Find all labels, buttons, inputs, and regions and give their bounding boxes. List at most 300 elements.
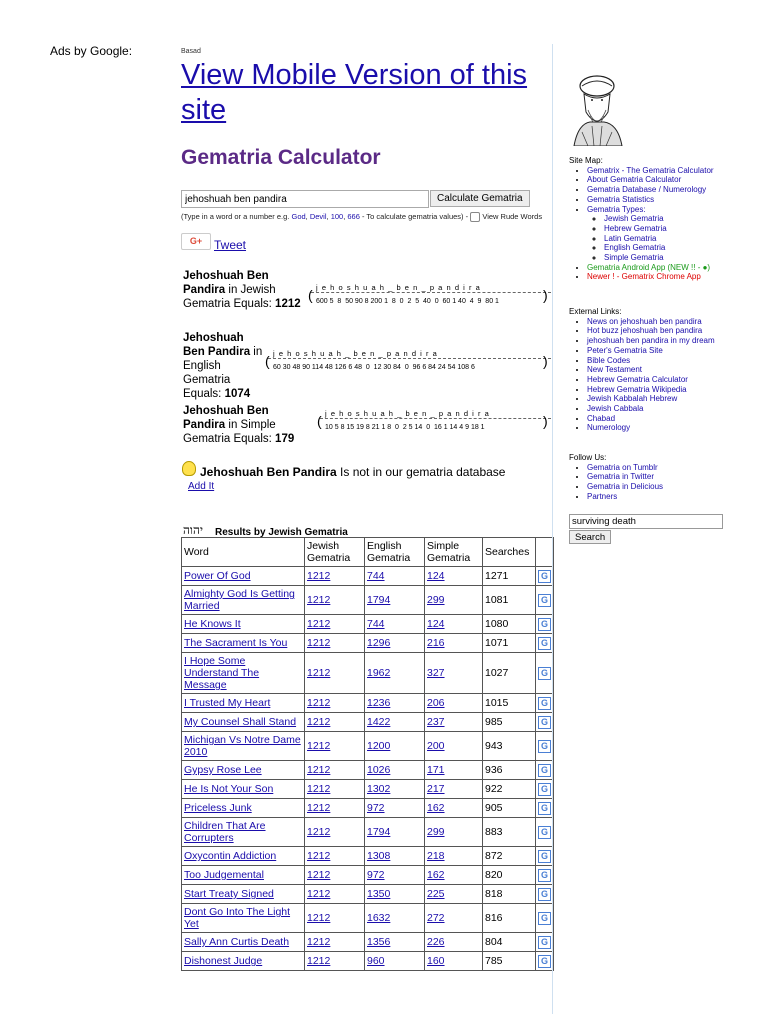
jewish-breakdown: ( j e h o s h u a h _ b e n _ p a n d i r a 600 5 8 50 90 8 200 1 8 0 2 5 40 0 60 1 40 4 9 80 1 ): [311, 283, 551, 305]
google-cell: [536, 634, 554, 653]
table-cell: [182, 567, 305, 586]
searches-count: 1081: [483, 586, 536, 615]
google-search-icon[interactable]: G: [538, 888, 551, 901]
table-row: [182, 847, 554, 866]
rude-words-checkbox[interactable]: [470, 212, 480, 222]
word-link[interactable]: Michigan Vs Notre Dame 2010: [184, 734, 301, 758]
simple-value-link[interactable]: 299: [427, 594, 445, 606]
table-row: [182, 780, 554, 799]
table-cell: [365, 586, 425, 615]
header-searches: Searches: [483, 538, 536, 567]
table-cell: [365, 818, 425, 847]
table-row: [182, 713, 554, 732]
google-cell: [536, 567, 554, 586]
table-cell: [425, 818, 483, 847]
external-link-item[interactable]: [587, 356, 754, 366]
jewish-value-link[interactable]: 1212: [307, 826, 331, 838]
searches-count: 1271: [483, 567, 536, 586]
table-cell: [425, 694, 483, 713]
table-cell: [365, 713, 425, 732]
table-cell: [365, 904, 425, 933]
simple-value-link[interactable]: 162: [427, 802, 445, 814]
table-row: [182, 586, 554, 615]
table-cell: [182, 615, 305, 634]
table-cell: [365, 847, 425, 866]
mobile-version-link[interactable]: View Mobile Version of this site: [181, 59, 528, 126]
table-cell: [425, 866, 483, 885]
word-link[interactable]: Start Treaty Signed: [184, 888, 274, 900]
google-search-icon[interactable]: G: [538, 594, 551, 607]
word-link[interactable]: Gypsy Rose Lee: [184, 764, 262, 776]
table-cell: [425, 799, 483, 818]
external-link-item[interactable]: [587, 346, 754, 356]
google-cell: [536, 866, 554, 885]
searches-count: 1080: [483, 615, 536, 634]
google-cell: [536, 847, 554, 866]
table-cell: [365, 567, 425, 586]
simple-value-link[interactable]: 162: [427, 869, 445, 881]
follow-link[interactable]: Gematria in Twitter: [587, 472, 654, 482]
google-search-icon[interactable]: G: [538, 764, 551, 777]
example-666-link[interactable]: 666: [347, 212, 360, 221]
example-100-link[interactable]: 100: [330, 212, 344, 221]
external-link-item[interactable]: [587, 317, 754, 327]
simple-value-link[interactable]: 327: [427, 667, 445, 679]
simple-breakdown: ( j e h o s h u a h _ b e n _ p a n d i r a 10 5 8 15 19 8 21 1 8 0 2 5 14 0 16 1 14 4 9 18 1 ): [320, 409, 551, 431]
table-cell: [305, 586, 365, 615]
header-word: Word: [182, 538, 305, 567]
external-link[interactable]: Peter's Gematria Site: [587, 345, 663, 355]
follow-label: Follow Us:: [569, 453, 607, 462]
type-item[interactable]: ◦ Simple Gematria: [604, 253, 754, 263]
table-cell: [305, 818, 365, 847]
simple-value-link[interactable]: 225: [427, 888, 445, 900]
table-cell: [305, 615, 365, 634]
google-cell: [536, 653, 554, 694]
external-link[interactable]: Hebrew Gematria Wikipedia: [587, 384, 687, 394]
sitemap-item[interactable]: • About Gematria Calculator: [587, 175, 754, 185]
table-cell: [365, 694, 425, 713]
google-search-icon[interactable]: G: [538, 912, 551, 925]
simple-value-link[interactable]: 226: [427, 936, 445, 948]
external-link-item[interactable]: [587, 375, 754, 385]
google-cell: [536, 904, 554, 933]
add-it-link[interactable]: Add It: [188, 481, 215, 492]
english-value-link[interactable]: 972: [367, 869, 385, 881]
page-title: Gematria Calculator: [181, 146, 381, 169]
table-cell: [365, 615, 425, 634]
follow-link[interactable]: Gematria in Delicious: [587, 482, 664, 492]
english-value-link[interactable]: 960: [367, 955, 385, 967]
external-link[interactable]: Bible Codes: [587, 355, 631, 365]
sidebar-search-input[interactable]: [569, 514, 723, 529]
external-link-item[interactable]: [587, 394, 754, 404]
follow-link[interactable]: Partners: [587, 491, 618, 501]
type-item[interactable]: ◦ Hebrew Gematria: [604, 224, 754, 234]
searches-count: 804: [483, 933, 536, 952]
jewish-value-link[interactable]: 1212: [307, 618, 331, 630]
word-link[interactable]: I Hope Some Understand The Message: [184, 655, 260, 691]
jewish-value-link[interactable]: 1212: [307, 869, 331, 881]
table-cell: [305, 799, 365, 818]
google-cell: [536, 586, 554, 615]
ads-label: Ads by Google:: [50, 44, 133, 58]
google-search-icon[interactable]: G: [538, 637, 551, 650]
searches-count: 985: [483, 713, 536, 732]
table-cell: [425, 780, 483, 799]
table-cell: [365, 761, 425, 780]
external-link-item[interactable]: [587, 423, 754, 433]
word-link[interactable]: He Is Not Your Son: [184, 783, 274, 795]
english-value-link[interactable]: 972: [367, 802, 385, 814]
jewish-value-link[interactable]: 1212: [307, 783, 331, 795]
results-header-row: [182, 538, 554, 567]
sitemap-item[interactable]: • Gematria Statistics: [587, 195, 754, 205]
table-cell: [305, 567, 365, 586]
google-search-icon[interactable]: G: [538, 667, 551, 680]
word-link[interactable]: My Counsel Shall Stand: [184, 716, 297, 728]
external-link[interactable]: jehoshuah ben pandira in my dream: [587, 336, 715, 346]
english-breakdown: ( j e h o s h u a h _ b e n _ p a n d i r a 60 30 48 90 114 48 126 6 48 0 12 30 84 0 96 6 84 24 54 108 6 ): [268, 349, 551, 371]
gematria-input[interactable]: [181, 190, 429, 208]
external-link-item[interactable]: [587, 336, 754, 346]
sitemap-label: Site Map:: [569, 156, 603, 165]
google-search-icon[interactable]: G: [538, 955, 551, 968]
calculate-button[interactable]: Calculate Gematria: [430, 190, 530, 207]
table-row: [182, 933, 554, 952]
android-app-item[interactable]: • Gematria Android App (NEW !! - ●): [587, 263, 754, 273]
table-cell: [182, 653, 305, 694]
jewish-value-link[interactable]: 1212: [307, 570, 331, 582]
table-cell: [182, 847, 305, 866]
searches-count: 1027: [483, 653, 536, 694]
jewish-equation: Jehoshuah Ben Pandira in Jewish Gematria Equals: 1212: [183, 270, 301, 310]
jewish-value-link[interactable]: 1212: [307, 667, 331, 679]
table-cell: [365, 780, 425, 799]
sitemap-item[interactable]: • Gematria Types: ◦ Jewish Gematria ◦ Hebrew Gematria ◦ Latin Gematria ◦ English Gematria ◦ Simple Gematria: [587, 205, 754, 263]
table-cell: [182, 904, 305, 933]
sitemap-item[interactable]: • Gematria Database / Numerology: [587, 185, 754, 195]
google-search-icon[interactable]: G: [538, 850, 551, 863]
table-cell: [305, 634, 365, 653]
table-cell: [305, 952, 365, 971]
table-cell: [182, 818, 305, 847]
external-link[interactable]: Hot buzz jehoshuah ben pandira: [587, 326, 703, 336]
table-cell: [365, 634, 425, 653]
sitemap-section: [569, 156, 754, 282]
english-value-link[interactable]: 1236: [367, 697, 391, 709]
not-in-database-text: Jehoshuah Ben Pandira Is not in our gematria database: [200, 465, 506, 479]
simple-value-link[interactable]: 217: [427, 783, 445, 795]
external-link-item[interactable]: [587, 404, 754, 414]
jewish-value-link[interactable]: 1212: [307, 912, 331, 924]
table-cell: [425, 952, 483, 971]
table-cell: [182, 586, 305, 615]
table-cell: [305, 761, 365, 780]
table-cell: [305, 653, 365, 694]
google-cell: [536, 818, 554, 847]
word-link[interactable]: Power Of God: [184, 570, 251, 582]
chrome-app-item[interactable]: • Newer ! - Gematrix Chrome App: [587, 272, 754, 282]
table-cell: [305, 933, 365, 952]
type-item[interactable]: ◦ English Gematria: [604, 243, 754, 253]
searches-count: 936: [483, 761, 536, 780]
word-link[interactable]: The Sacrament Is You: [184, 637, 288, 649]
google-cell: [536, 761, 554, 780]
sitemap-list: [569, 166, 754, 282]
english-value-link[interactable]: 744: [367, 618, 385, 630]
google-search-icon[interactable]: G: [538, 697, 551, 710]
follow-link[interactable]: Gematria on Tumblr: [587, 462, 658, 472]
table-row: [182, 732, 554, 761]
follow-section: [569, 453, 754, 502]
searches-count: 905: [483, 799, 536, 818]
simple-value-link[interactable]: 171: [427, 764, 445, 776]
table-cell: [182, 799, 305, 818]
english-value-link[interactable]: 1308: [367, 850, 391, 862]
table-cell: [365, 866, 425, 885]
english-value-link[interactable]: 1302: [367, 783, 391, 795]
google-search-icon[interactable]: G: [538, 716, 551, 729]
types-list: [587, 214, 754, 263]
english-value-link[interactable]: 744: [367, 570, 385, 582]
header-simple: Simple Gematria: [425, 538, 483, 567]
table-row: [182, 866, 554, 885]
english-value-link[interactable]: 1794: [367, 826, 391, 838]
english-value-link[interactable]: 1632: [367, 912, 391, 924]
word-link[interactable]: Children That Are Corrupters: [184, 820, 266, 844]
google-search-icon[interactable]: G: [538, 570, 551, 583]
external-link[interactable]: News on jehoshuah ben pandira: [587, 316, 702, 326]
table-cell: [365, 933, 425, 952]
table-cell: [305, 732, 365, 761]
table-cell: [425, 713, 483, 732]
google-plus-button[interactable]: G+: [181, 233, 211, 250]
google-search-icon[interactable]: G: [538, 783, 551, 796]
simple-value-link[interactable]: 206: [427, 697, 445, 709]
table-cell: [182, 713, 305, 732]
jewish-value-link[interactable]: 1212: [307, 955, 331, 967]
portrait-image: [568, 72, 626, 146]
simple-value-link[interactable]: 237: [427, 716, 445, 728]
table-row: [182, 761, 554, 780]
english-value-link[interactable]: 1200: [367, 740, 391, 752]
table-cell: [305, 713, 365, 732]
external-link-item[interactable]: [587, 326, 754, 336]
english-value-link[interactable]: 1422: [367, 716, 391, 728]
simple-value-link[interactable]: 299: [427, 826, 445, 838]
google-search-icon[interactable]: G: [538, 740, 551, 753]
table-cell: [305, 780, 365, 799]
english-equation: Jehoshuah Ben Pandira in English Gematria Equals: 1074: [183, 332, 263, 400]
table-row: [182, 799, 554, 818]
results-table: [181, 537, 554, 971]
table-cell: [305, 904, 365, 933]
jewish-value-link[interactable]: 1212: [307, 716, 331, 728]
basad-label: Basad: [181, 48, 201, 55]
table-cell: [182, 694, 305, 713]
google-cell: [536, 885, 554, 904]
jewish-value-link[interactable]: 1212: [307, 936, 331, 948]
simple-value-link[interactable]: 216: [427, 637, 445, 649]
google-cell: [536, 780, 554, 799]
english-value-link[interactable]: 1962: [367, 667, 391, 679]
google-cell: [536, 933, 554, 952]
jewish-value-link[interactable]: 1212: [307, 802, 331, 814]
follow-item[interactable]: [587, 463, 754, 473]
external-link[interactable]: Hebrew Gematria Calculator: [587, 374, 688, 384]
english-value-link[interactable]: 1296: [367, 637, 391, 649]
word-link[interactable]: I Trusted My Heart: [184, 697, 271, 709]
external-link[interactable]: Jewish Cabbala: [587, 404, 644, 414]
english-value-link[interactable]: 1356: [367, 936, 391, 948]
simple-value-link[interactable]: 272: [427, 912, 445, 924]
word-link[interactable]: Oxycontin Addiction: [184, 850, 277, 862]
external-link-item[interactable]: [587, 385, 754, 395]
example-god-link[interactable]: God: [291, 212, 306, 221]
table-row: [182, 885, 554, 904]
hint-text: (Type in a word or a number e.g. God, Devil, 100, 666 - To calculate gematria values) - View Rude Words: [181, 212, 543, 221]
google-search-icon[interactable]: G: [538, 618, 551, 631]
follow-item[interactable]: [587, 472, 754, 482]
rude-words-label: View Rude Words: [482, 212, 543, 221]
word-link[interactable]: Too Judgemental: [184, 869, 264, 881]
english-value-link[interactable]: 1350: [367, 888, 391, 900]
table-cell: [425, 615, 483, 634]
simple-value-link[interactable]: 160: [427, 955, 445, 967]
searches-count: 818: [483, 885, 536, 904]
word-link[interactable]: Dishonest Judge: [184, 955, 263, 967]
searches-count: 872: [483, 847, 536, 866]
table-cell: [425, 732, 483, 761]
word-link[interactable]: Dont Go Into The Light Yet: [184, 906, 291, 930]
external-link[interactable]: New Testament: [587, 365, 642, 375]
table-cell: [305, 694, 365, 713]
table-row: [182, 567, 554, 586]
external-link-item[interactable]: [587, 365, 754, 375]
table-cell: [425, 847, 483, 866]
type-item[interactable]: ◦ Latin Gematria: [604, 234, 754, 244]
sidebar-search-button[interactable]: Search: [569, 530, 611, 544]
table-cell: [182, 866, 305, 885]
searches-count: 816: [483, 904, 536, 933]
word-link[interactable]: He Knows It: [184, 618, 241, 630]
simple-value-link[interactable]: 124: [427, 570, 445, 582]
english-value-link[interactable]: 1794: [367, 594, 391, 606]
column-divider: [552, 44, 553, 1014]
table-cell: [182, 885, 305, 904]
external-link-item[interactable]: [587, 414, 754, 424]
table-row: [182, 952, 554, 971]
table-row: [182, 904, 554, 933]
table-cell: [365, 732, 425, 761]
word-link[interactable]: Sally Ann Curtis Death: [184, 936, 290, 948]
table-cell: [365, 653, 425, 694]
external-link[interactable]: Numerology: [587, 423, 631, 433]
simple-value-link[interactable]: 124: [427, 618, 445, 630]
header-english: English Gematria: [365, 538, 425, 567]
search-row: [181, 190, 551, 208]
example-devil-link[interactable]: Devil: [309, 212, 327, 221]
google-search-icon[interactable]: G: [538, 802, 551, 815]
external-links-label: External Links:: [569, 307, 622, 316]
table-cell: [365, 799, 425, 818]
table-cell: [425, 885, 483, 904]
google-search-icon[interactable]: G: [538, 936, 551, 949]
word-link[interactable]: Priceless Junk: [184, 802, 252, 814]
sitemap-item[interactable]: • Gematrix - The Gematria Calculator: [587, 166, 754, 176]
jewish-value-link[interactable]: 1212: [307, 637, 331, 649]
jewish-value-link[interactable]: 1212: [307, 764, 331, 776]
google-cell: [536, 694, 554, 713]
jewish-value-link[interactable]: 1212: [307, 850, 331, 862]
english-value-link[interactable]: 1026: [367, 764, 391, 776]
table-row: [182, 818, 554, 847]
table-row: [182, 634, 554, 653]
table-cell: [305, 866, 365, 885]
searches-count: 922: [483, 780, 536, 799]
google-cell: [536, 615, 554, 634]
table-cell: [182, 933, 305, 952]
table-cell: [425, 634, 483, 653]
jewish-value-link[interactable]: 1212: [307, 697, 331, 709]
external-links-list: [569, 317, 754, 433]
table-cell: [182, 761, 305, 780]
header-jewish: Jewish Gematria: [305, 538, 365, 567]
simple-value-link[interactable]: 218: [427, 850, 445, 862]
google-cell: [536, 799, 554, 818]
jewish-value-link[interactable]: 1212: [307, 740, 331, 752]
google-search-icon[interactable]: G: [538, 826, 551, 839]
table-cell: [182, 634, 305, 653]
table-row: [182, 653, 554, 694]
table-cell: [425, 904, 483, 933]
table-cell: [365, 952, 425, 971]
jewish-value-link[interactable]: 1212: [307, 888, 331, 900]
external-link[interactable]: Jewish Kabbalah Hebrew: [587, 394, 678, 404]
follow-item[interactable]: [587, 482, 754, 492]
jewish-value-link[interactable]: 1212: [307, 594, 331, 606]
table-cell: [182, 732, 305, 761]
table-cell: [425, 586, 483, 615]
table-row: [182, 694, 554, 713]
word-link[interactable]: Almighty God Is Getting Married: [184, 588, 295, 612]
external-link[interactable]: Chabad: [587, 413, 616, 423]
table-cell: [182, 952, 305, 971]
table-cell: [425, 933, 483, 952]
tweet-link[interactable]: Tweet: [214, 238, 247, 252]
table-row: [182, 615, 554, 634]
simple-value-link[interactable]: 200: [427, 740, 445, 752]
external-links-section: [569, 307, 754, 433]
table-cell: [305, 885, 365, 904]
follow-list: [569, 463, 754, 502]
table-cell: [305, 847, 365, 866]
searches-count: 820: [483, 866, 536, 885]
table-cell: [425, 653, 483, 694]
type-item[interactable]: ◦ Jewish Gematria: [604, 214, 754, 224]
searches-count: 785: [483, 952, 536, 971]
follow-item[interactable]: [587, 492, 754, 502]
lightbulb-icon: [182, 461, 196, 476]
searches-count: 883: [483, 818, 536, 847]
table-cell: [182, 780, 305, 799]
header-google: [536, 538, 554, 567]
google-search-icon[interactable]: G: [538, 869, 551, 882]
table-cell: [425, 567, 483, 586]
google-cell: [536, 952, 554, 971]
table-cell: [365, 885, 425, 904]
